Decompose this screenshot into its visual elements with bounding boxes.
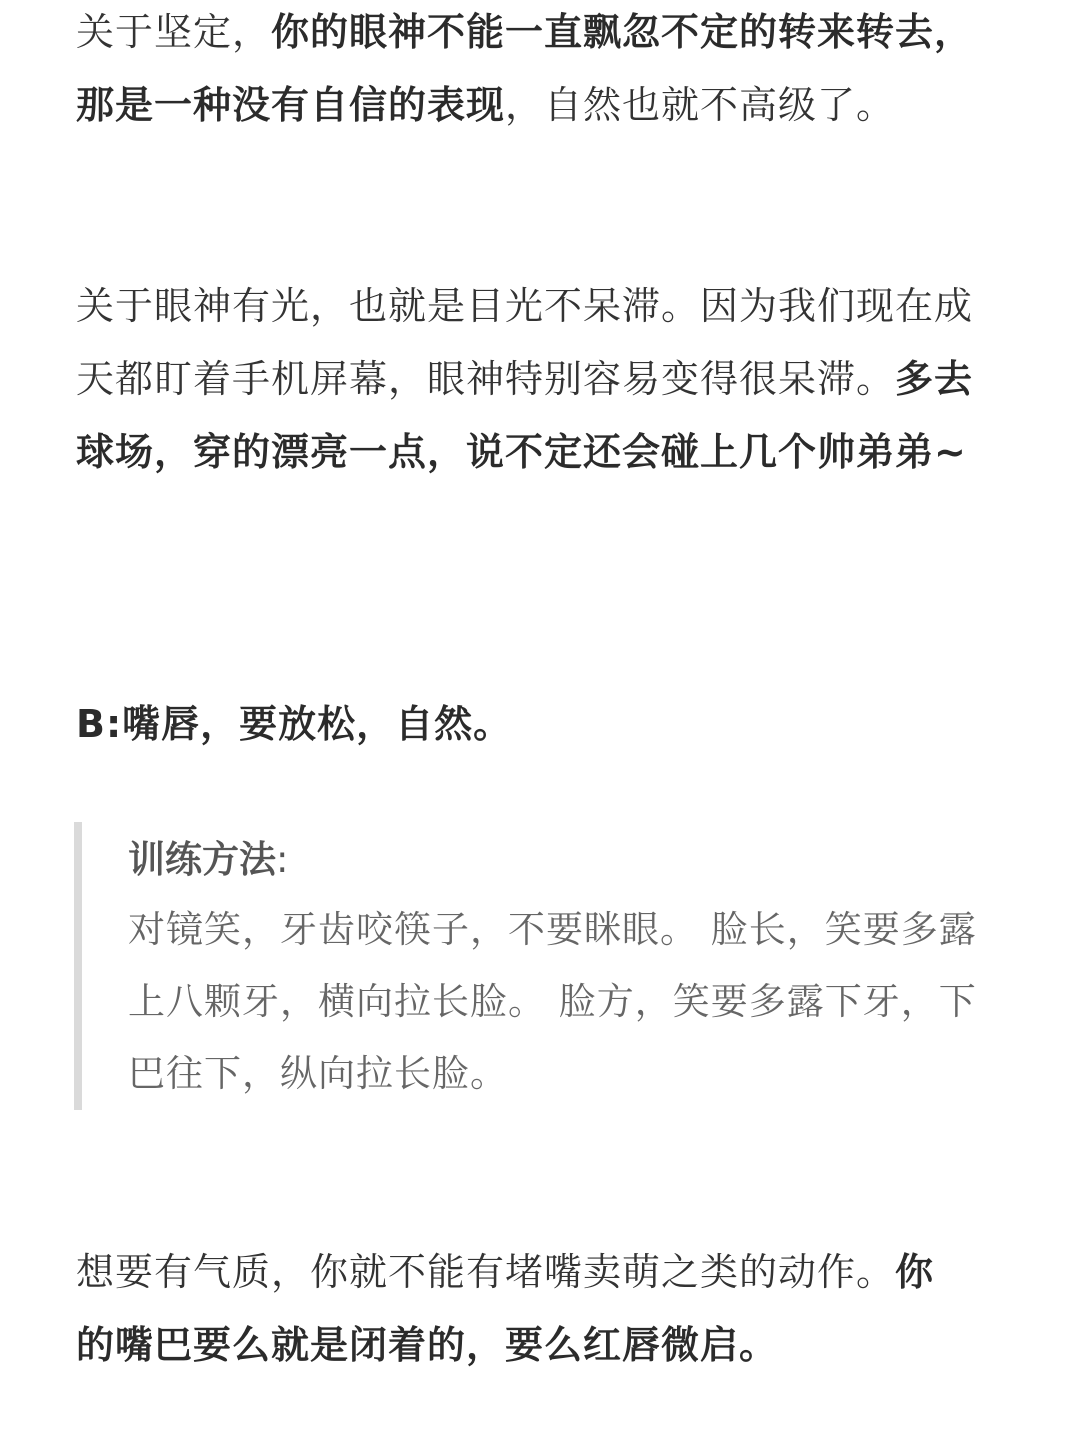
- paragraph-eyes-light: [76, 270, 991, 489]
- text-bold: 你的眼神不能一直飘忽不定的转来转去，那是一种没有自信的表现: [76, 10, 974, 127]
- paragraph-temperament: [76, 1236, 946, 1382]
- text-bold: 训练方法: [128, 838, 276, 881]
- text-bold: 你的嘴巴要么就是闭着的，要么红唇微启。: [76, 1250, 935, 1367]
- text-plain: ，自然也就不高级了。: [505, 83, 896, 127]
- text-plain: :: [276, 838, 289, 881]
- text-plain: 关于坚定，: [76, 10, 272, 54]
- section-heading-lips: [76, 688, 991, 761]
- blockquote-body: 对镜笑，牙齿咬筷子，不要眯眼。 脸长，笑要多露上八颗牙，横向拉长脸。 脸方，笑要多露下牙，下巴往下，纵向拉长脸。: [128, 908, 977, 1095]
- blockquote-training: [74, 822, 1014, 1110]
- text-plain: 想要有气质，你就不能有堵嘴卖萌之类的动作。: [76, 1250, 896, 1294]
- text-plain: 关于眼神有光，也就是目光不呆滞。因为我们现在成天都盯着手机屏幕，眼神特别容易变得很呆滞。: [76, 284, 974, 401]
- text-bold: 多去球场，穿的漂亮一点，说不定还会碰上几个帅弟弟~: [76, 357, 974, 474]
- blockquote-title: [128, 822, 1014, 894]
- text-bold: B:嘴唇，要放松，自然。: [76, 702, 513, 746]
- paragraph-firmness: [76, 0, 991, 142]
